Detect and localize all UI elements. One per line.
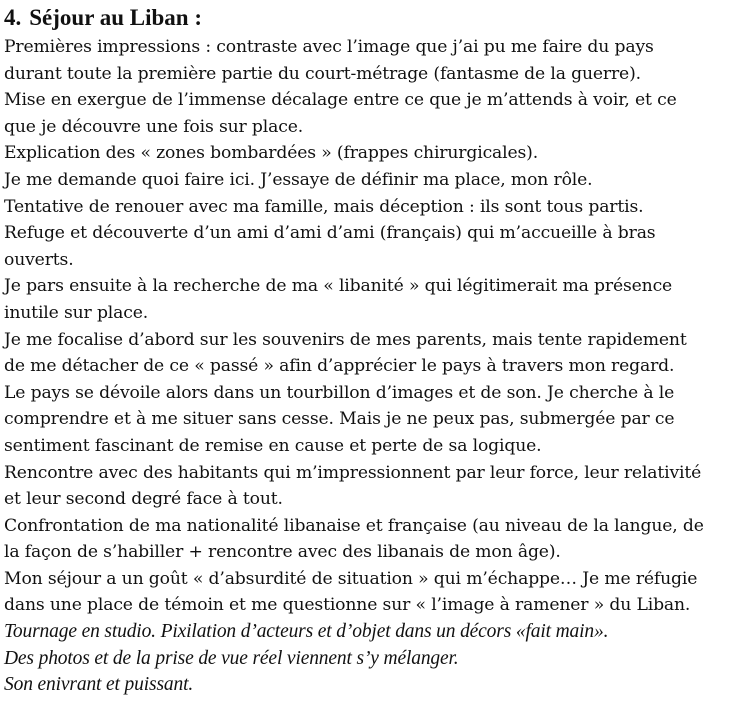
text-line: Confrontation de ma nationalité libanaise et française (au niveau de la langue, de — [4, 515, 704, 536]
section-title: Séjour au Liban : — [29, 5, 203, 30]
italic-notes — [4, 619, 746, 699]
text-line: que je découvre une fois sur place. — [4, 116, 304, 137]
body-text — [4, 34, 746, 619]
text-line: Refuge et découverte d’un ami d’ami d’ami (français) qui m’accueille à bras — [4, 223, 656, 244]
text-line: Le pays se dévoile alors dans un tourbillon d’images et de son. Je cherche à le — [4, 382, 675, 403]
text-line: de me détacher de ce « passé » afin d’apprécier le pays à travers mon regard. — [4, 356, 675, 377]
text-line: Tentative de renouer avec ma famille, mais déception : ils sont tous partis. — [4, 196, 644, 217]
text-line: sentiment fascinant de remise en cause et perte de sa logique. — [4, 435, 542, 456]
text-line: la façon de s’habiller + rencontre avec des libanais de mon âge). — [4, 542, 561, 563]
text-line: Mon séjour a un goût « d’absurdité de situation » qui m’échappe… Je me réfugie — [4, 568, 698, 589]
text-line: Explication des « zones bombardées » (frappes chirurgicales). — [4, 143, 539, 164]
text-line: Je pars ensuite à la recherche de ma « libanité » qui légitimerait ma présence — [4, 276, 673, 297]
italic-line: Des photos et de la prise de vue réel viennent s’y mélanger. — [4, 647, 459, 669]
italic-line: Tournage en studio. Pixilation d’acteurs et d’objet dans un décors «fait main». — [4, 621, 609, 643]
text-line: inutile sur place. — [4, 302, 149, 323]
text-line: dans une place de témoin et me questionne sur « l’image à ramener » du Liban. — [4, 595, 691, 616]
section-number: 4. — [4, 5, 22, 30]
text-line: comprendre et à me situer sans cesse. Mais je ne peux pas, submergée par ce — [4, 409, 675, 430]
text-line: durant toute la première partie du court-métrage (fantasme de la guerre). — [4, 63, 641, 84]
italic-line: Son enivrant et puissant. — [4, 674, 194, 696]
document-page — [4, 4, 746, 699]
section-heading — [4, 4, 746, 34]
text-line: Je me focalise d’abord sur les souvenirs de mes parents, mais tente rapidement — [4, 329, 687, 350]
text-line: Rencontre avec des habitants qui m’impressionnent par leur force, leur relativité — [4, 462, 702, 483]
text-line: et leur second degré face à tout. — [4, 489, 283, 510]
text-line: Mise en exergue de l’immense décalage entre ce que je m’attends à voir, et ce — [4, 90, 677, 111]
text-line: Premières impressions : contraste avec l’image que j’ai pu me faire du pays — [4, 37, 654, 57]
text-line: Je me demande quoi faire ici. J’essaye de définir ma place, mon rôle. — [4, 169, 593, 190]
text-line: ouverts. — [4, 249, 74, 270]
